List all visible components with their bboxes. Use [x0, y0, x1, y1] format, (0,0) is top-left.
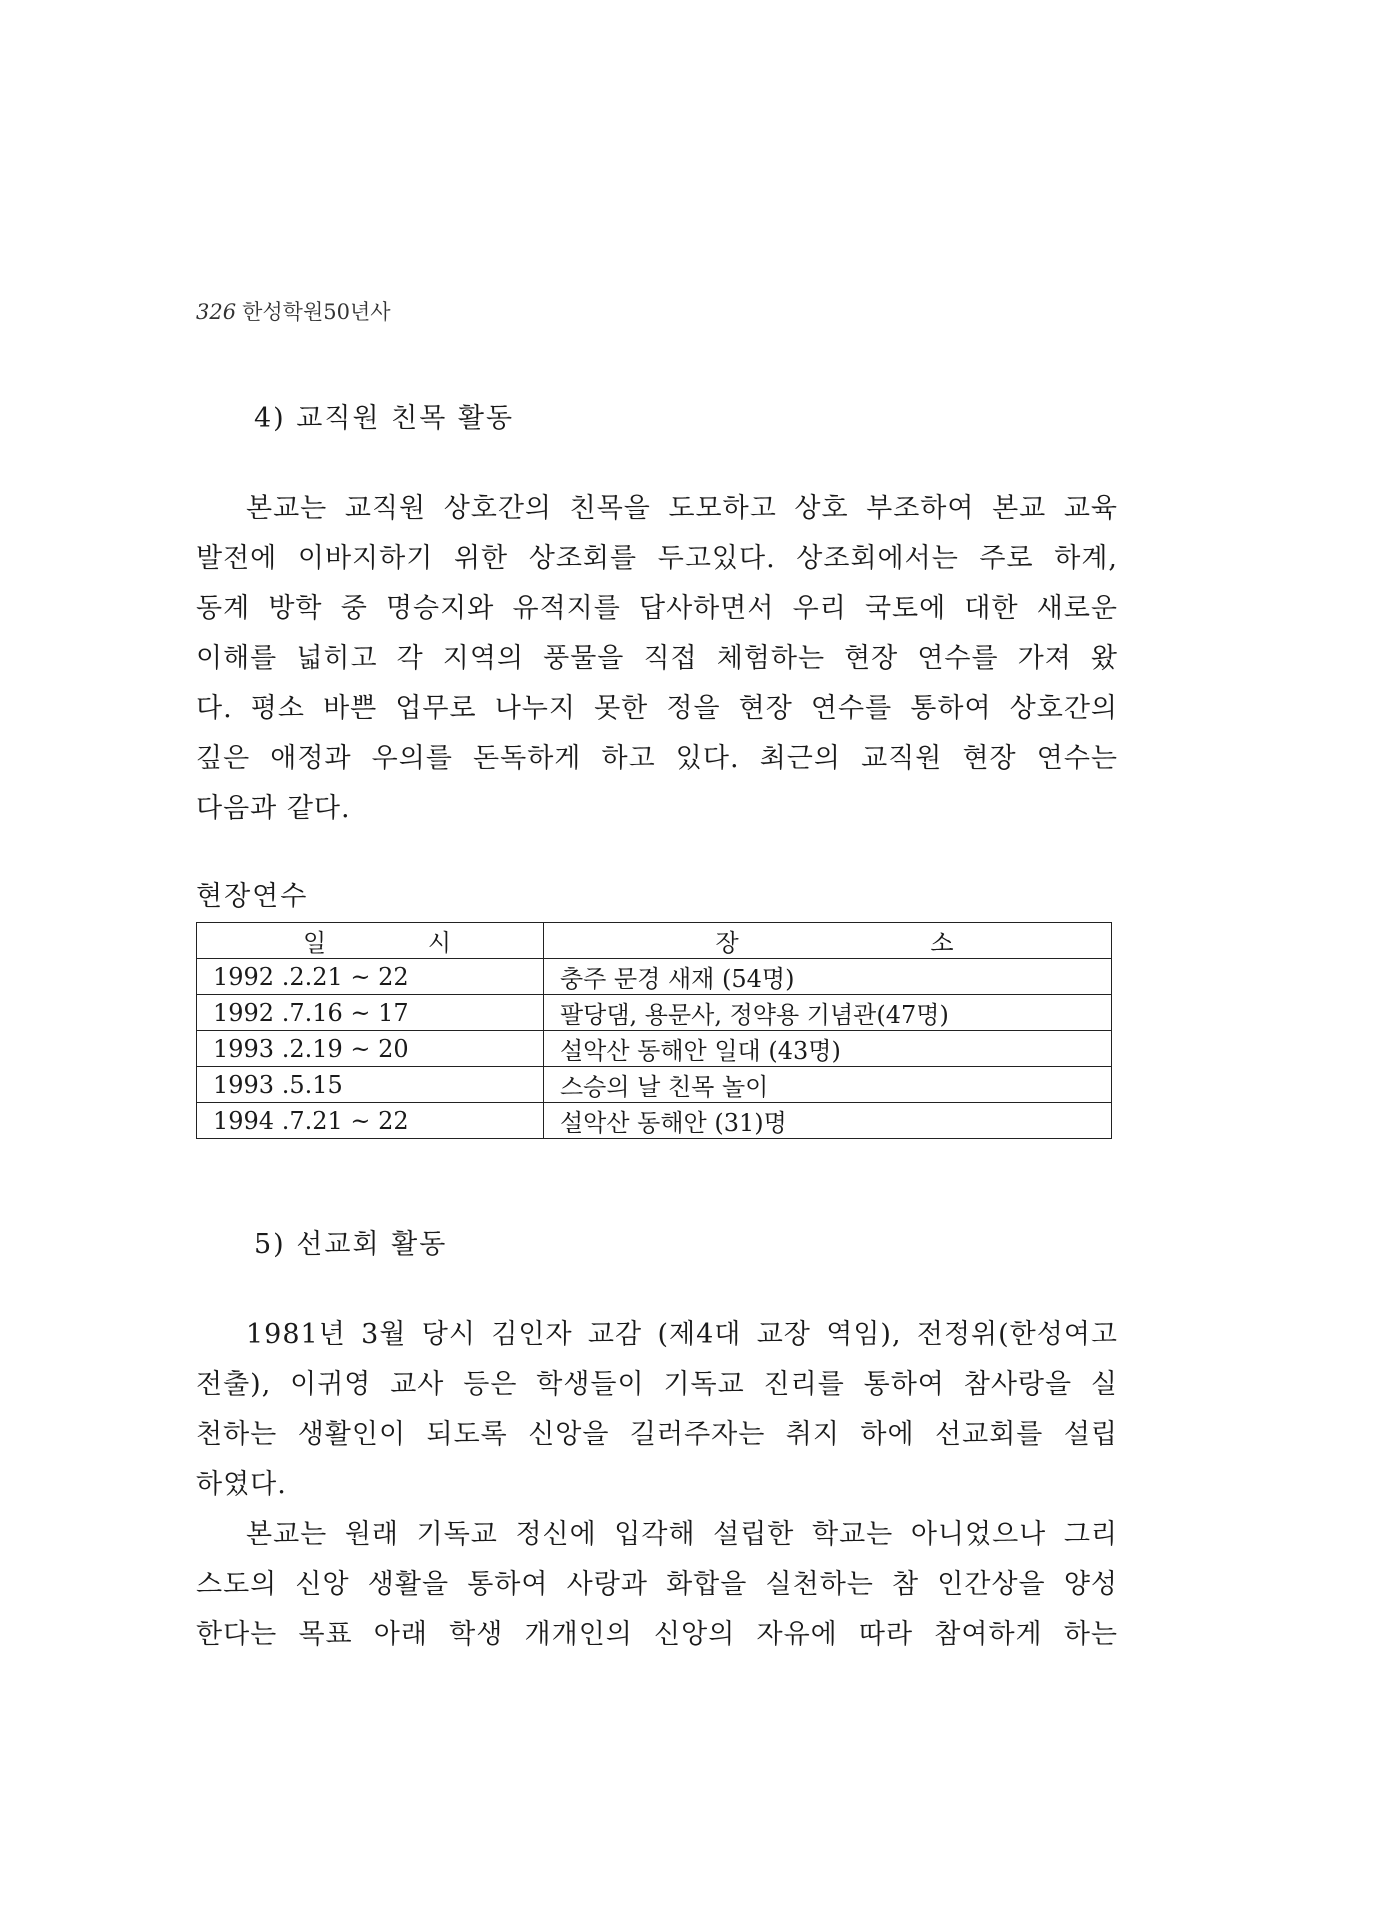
table-row	[197, 1067, 1112, 1103]
row-place: 설악산 동해안 (31)명	[544, 1103, 1112, 1139]
header-place: 장 소	[544, 923, 1112, 959]
paragraph-line: 깊은 애정과 우의를 돈독하게 하고 있다. 최근의 교직원 현장 연수는	[196, 743, 1118, 774]
row-date: 1992 .7.16 ~ 17	[197, 995, 544, 1031]
table-row	[197, 1031, 1112, 1067]
row-date: 1993 .5.15	[197, 1067, 544, 1103]
section-heading-staff-fellowship: 4) 교직원 친목 활동	[254, 403, 515, 434]
running-header	[196, 296, 391, 326]
paragraph-line: 하였다.	[196, 1469, 287, 1500]
paragraph-line: 발전에 이바지하기 위한 상조회를 두고있다. 상조회에서는 주로 하계,	[196, 543, 1118, 574]
paragraph-line: 동계 방학 중 명승지와 유적지를 답사하면서 우리 국토에 대한 새로운	[196, 593, 1118, 624]
row-place: 팔당댐, 용문사, 정약용 기념관(47명)	[544, 995, 1112, 1031]
paragraph-line: 본교는 원래 기독교 정신에 입각해 설립한 학교는 아니었으나 그리	[246, 1519, 1118, 1550]
paragraph-line: 스도의 신앙 생활을 통하여 사랑과 화합을 실천하는 참 인간상을 양성	[196, 1569, 1118, 1600]
paragraph-line: 본교는 교직원 상호간의 친목을 도모하고 상호 부조하여 본교 교육	[246, 493, 1118, 524]
table-header-row	[197, 923, 1112, 959]
row-date: 1994 .7.21 ~ 22	[197, 1103, 544, 1139]
paragraph-line: 다음과 같다.	[196, 793, 351, 824]
paragraph-line: 다. 평소 바쁜 업무로 나누지 못한 정을 현장 연수를 통하여 상호간의	[196, 693, 1118, 724]
row-date: 1992 .2.21 ~ 22	[197, 959, 544, 995]
table-caption: 현장연수	[196, 881, 309, 912]
section-heading-mission-club: 5) 선교회 활동	[254, 1229, 448, 1260]
paragraph-line: 한다는 목표 아래 학생 개개인의 신앙의 자유에 따라 참여하게 하는	[196, 1619, 1118, 1650]
paragraph-line: 이해를 넓히고 각 지역의 풍물을 직접 체험하는 현장 연수를 가져 왔	[196, 643, 1118, 674]
table-row	[197, 1103, 1112, 1139]
field-training-table	[196, 922, 1112, 1139]
paragraph-line: 1981년 3월 당시 김인자 교감 (제4대 교장 역임), 전정위(한성여고	[246, 1319, 1118, 1350]
book-title: 한성학원50년사	[242, 300, 391, 324]
header-date: 일 시	[197, 923, 544, 959]
row-place: 설악산 동해안 일대 (43명)	[544, 1031, 1112, 1067]
row-place: 충주 문경 새재 (54명)	[544, 959, 1112, 995]
page-number: 326	[196, 300, 237, 324]
table-row	[197, 995, 1112, 1031]
paragraph-line: 전출), 이귀영 교사 등은 학생들이 기독교 진리를 통하여 참사랑을 실	[196, 1369, 1118, 1400]
row-date: 1993 .2.19 ~ 20	[197, 1031, 544, 1067]
table-row	[197, 959, 1112, 995]
row-place: 스승의 날 친목 놀이	[544, 1067, 1112, 1103]
paragraph-line: 천하는 생활인이 되도록 신앙을 길러주자는 취지 하에 선교회를 설립	[196, 1419, 1118, 1450]
